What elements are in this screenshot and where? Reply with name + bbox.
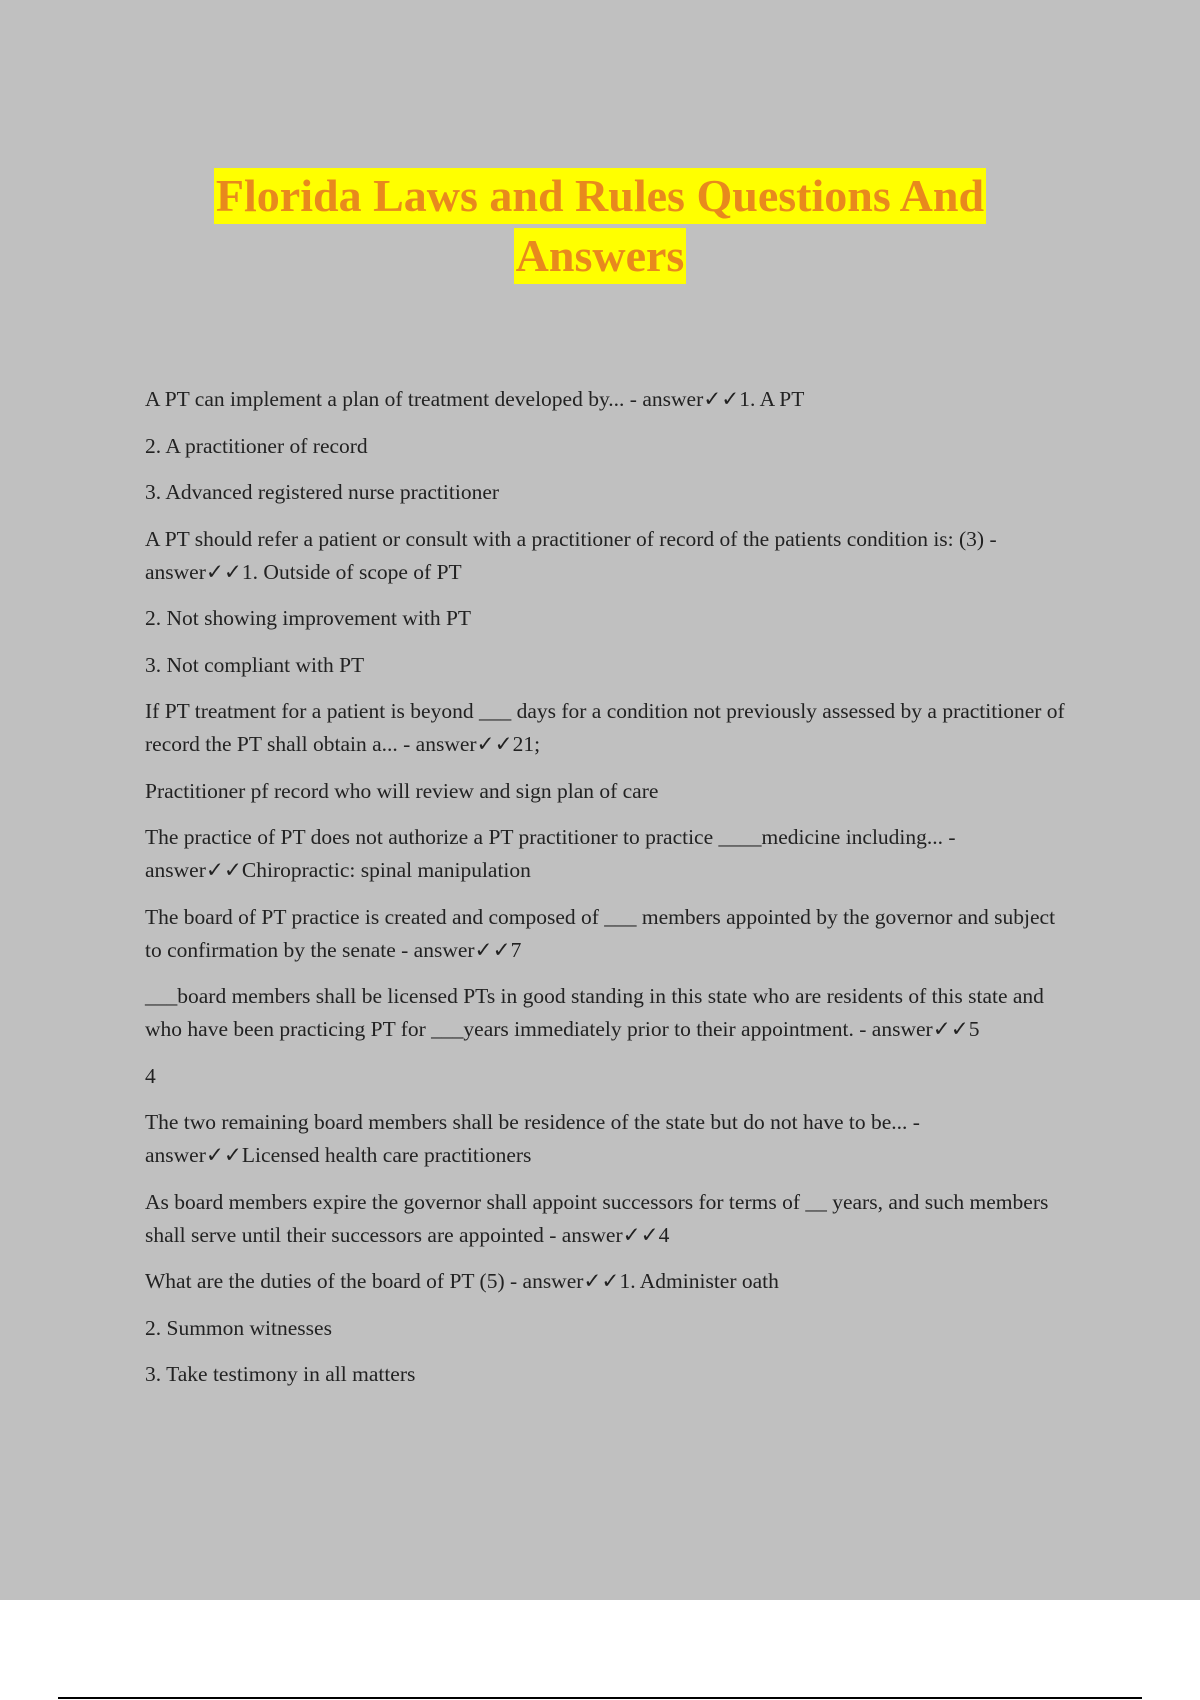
qa-paragraph: 2. Not showing improvement with PT — [145, 606, 472, 630]
qa-paragraph: 3. Take testimony in all matters — [145, 1362, 416, 1386]
qa-paragraph: Practitioner pf record who will review and sign plan of care — [145, 778, 659, 803]
qa-paragraph: ___board members shall be licensed PTs in good standing in this state who are residents of this state and who have been practicing PT for ___years immediately prior to their appointment. - answer✓✓5 — [145, 984, 1044, 1041]
title-line-1: Florida Laws and Rules Questions And — [214, 168, 986, 224]
qa-paragraph: The practice of PT does not authorize a PT practitioner to practice ____medicine including... - answer✓✓Chiropractic: spinal manipulation — [145, 825, 956, 882]
qa-paragraph: If PT treatment for a patient is beyond ___ days for a condition not previously assessed by a practitioner of record the PT shall obtain a... - answer✓✓21; — [145, 699, 1065, 756]
qa-paragraph: What are the duties of the board of PT (5) - answer✓✓1. Administer oath — [145, 1269, 779, 1293]
document-title — [0, 168, 1200, 288]
qa-paragraph: The board of PT practice is created and composed of ___ members appointed by the governor and subject to confirmation by the senate - answer✓✓7 — [145, 904, 1056, 962]
qa-paragraph: As board members expire the governor shall appoint successors for terms of __ years, and such members shall serve until their successors are appointed - answer✓✓4 — [145, 1189, 1049, 1247]
qa-paragraph: 3. Advanced registered nurse practitioner — [145, 480, 500, 504]
qa-content — [145, 383, 1075, 1405]
qa-paragraph: 2. A practitioner of record — [145, 433, 368, 458]
title-line-2: Answers — [514, 228, 687, 284]
qa-paragraph: 3. Not compliant with PT — [145, 652, 365, 677]
qa-paragraph: 4 — [145, 1063, 156, 1088]
footer-divider — [58, 1697, 1142, 1699]
qa-paragraph: A PT should refer a patient or consult with a practitioner of record of the patients condition is: (3) - answer✓✓1. Outside of scope of PT — [145, 526, 997, 584]
qa-paragraph: The two remaining board members shall be residence of the state but do not have to be... - answer✓✓Licensed health care practitioners — [145, 1110, 920, 1167]
qa-paragraph: 2. Summon witnesses — [145, 1315, 332, 1340]
qa-paragraph: A PT can implement a plan of treatment developed by... - answer✓✓1. A PT — [145, 387, 805, 411]
